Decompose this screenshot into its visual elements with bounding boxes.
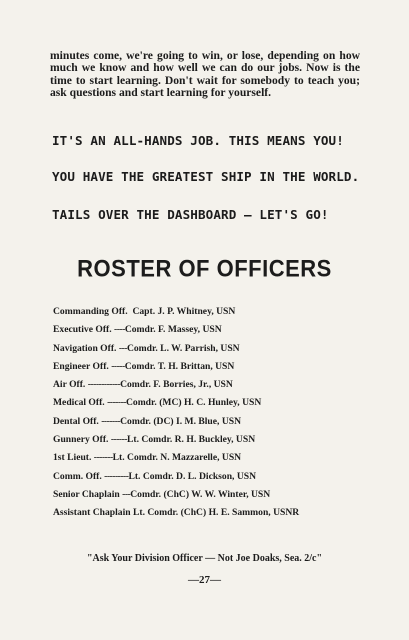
- leader-dots: ---: [118, 342, 127, 354]
- officer-title: Senior Chaplain: [53, 488, 120, 500]
- leader-dots: ------: [110, 434, 128, 446]
- leader-dots: -------: [107, 397, 126, 409]
- officer-title: Dental Off.: [53, 415, 99, 427]
- leader-dots: ---------: [104, 470, 129, 482]
- leader-dots: -------: [93, 452, 113, 464]
- officer-name: Comdr. F. Borries, Jr., USN: [120, 379, 233, 391]
- officer-name: Capt. J. P. Whitney, USN: [132, 306, 236, 317]
- roster-entry: [53, 413, 373, 431]
- leader-dots: ------------: [87, 379, 121, 391]
- officer-title: 1st Lieut.: [53, 452, 92, 464]
- officer-title: Engineer Off.: [53, 360, 109, 372]
- exhortation-all-hands: IT'S AN ALL-HANDS JOB. THIS MEANS YOU!: [52, 133, 344, 148]
- officer-title: Gunnery Off.: [53, 434, 109, 446]
- roster-entry: [53, 504, 373, 522]
- intro-paragraph: minutes come, we're going to win, or lose, depending on how much we know and how well we can do our jobs. Now is the time to start learning. Don't wait for somebody to teach you; ask questions and start learning for yourself.: [50, 49, 360, 100]
- roster-entry: [53, 376, 373, 394]
- roster-heading: ROSTER OF OFFICERS: [77, 254, 332, 282]
- leader-dots: ----: [114, 324, 125, 336]
- page-number: —27—: [188, 574, 221, 586]
- officer-name: Comdr. T. H. Brittan, USN: [124, 360, 235, 372]
- officer-title: Navigation Off.: [53, 342, 117, 354]
- officer-name: Comdr. (MC) H. C. Hunley, USN: [125, 397, 262, 409]
- roster-entry: [53, 468, 373, 486]
- officer-name: Comdr. (ChC) W. W. Winter, USN: [130, 488, 271, 500]
- officer-name: Comdr. L. W. Parrish, USN: [126, 342, 240, 354]
- roster-entry: [53, 340, 373, 358]
- leader-dots: -------: [101, 415, 121, 427]
- roster-entry: [53, 303, 373, 321]
- officer-name: Comdr. F. Massey, USN: [124, 324, 222, 336]
- officer-title: Commanding Off.: [53, 306, 128, 317]
- leader-dots: -----: [111, 360, 125, 372]
- officer-title: Comm. Off.: [53, 470, 102, 482]
- exhortation-greatest-ship: YOU HAVE THE GREATEST SHIP IN THE WORLD.: [52, 169, 360, 184]
- roster-entry: [53, 449, 373, 467]
- officer-title: Executive Off.: [53, 324, 112, 336]
- exhortation-tails-over: TAILS OVER THE DASHBOARD — LET'S GO!: [52, 207, 329, 222]
- roster-entry: [53, 321, 373, 339]
- officer-name: Lt. Comdr. D. L. Dickson, USN: [128, 470, 257, 482]
- roster-entry: [53, 394, 373, 412]
- officer-name: Comdr. (DC) I. M. Blue, USN: [120, 415, 242, 427]
- officer-title: Assistant Chaplain: [53, 507, 131, 519]
- roster-entry: [53, 358, 373, 376]
- officer-title: Air Off.: [53, 379, 86, 391]
- officer-roster: [53, 303, 373, 523]
- officer-name: Lt. Comdr. N. Mazzarelle, USN: [112, 452, 242, 464]
- roster-entry: [53, 431, 373, 449]
- officer-title: Medical Off.: [53, 397, 105, 409]
- roster-entry: [53, 486, 373, 504]
- leader-dots: ---: [122, 488, 131, 500]
- officer-name: Lt. Comdr. (ChC) H. E. Sammon, USNR: [132, 507, 300, 519]
- footer-motto: "Ask Your Division Officer — Not Joe Doaks, Sea. 2/c": [86, 553, 323, 564]
- officer-name: Lt. Comdr. R. H. Buckley, USN: [127, 434, 256, 446]
